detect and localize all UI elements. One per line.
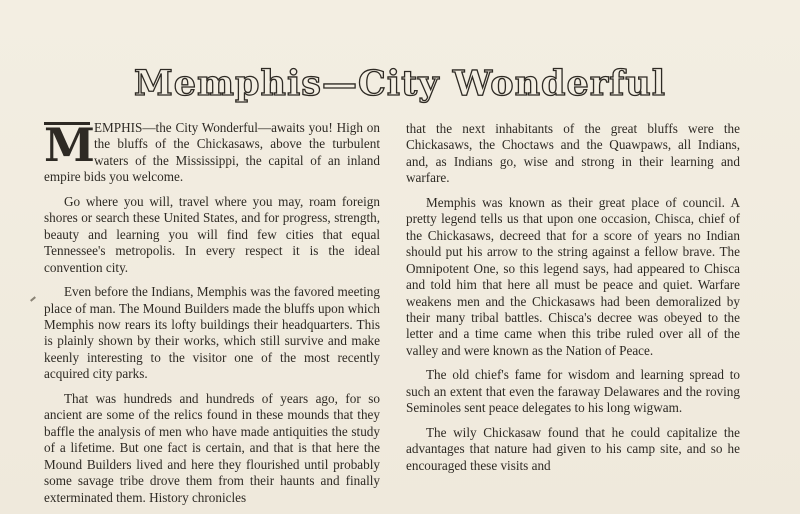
paragraph xyxy=(44,120,380,186)
drop-cap-ornament: M xyxy=(44,118,95,172)
right-column xyxy=(406,121,740,482)
paragraph: That was hundreds and hundreds of years ago, for so ancient are some of the relics found in these mounds that they baffle the analysis of men who have made antiquities the study of a lifetime. But one fact is certain, and that is that here the Mound Builders lived and here they flourished until probably some savage tribe drove them from their haunts and finally exterminated them. History chronicles xyxy=(44,390,380,505)
paragraph: Go where you will, travel where you may, roam foreign shores or search these United States, and for progress, strength, beauty and learning you will find few cities that equal Tennessee's metropolis. In every respect it is the ideal convention city. xyxy=(44,193,380,275)
page-title: Memphis—City Wonderful xyxy=(133,63,667,104)
paragraph: The wily Chickasaw found that he could capitalize the advantages that nature had given to his camp site, and so he encouraged these visits and xyxy=(406,424,740,473)
paragraph-text: EMPHIS—the City Wonderful—awaits you! High on the bluffs of the Chickasaws, above the turbulent waters of the Mississippi, the capital of an inland empire bids you welcome. xyxy=(44,120,380,185)
left-column xyxy=(44,120,380,514)
paragraph: that the next inhabitants of the great bluffs were the Chickasaws, the Choctaws and the Quawpaws, all Indians, and, as Indians go, wise and strong in their learning and warfare. xyxy=(406,121,740,186)
margin-mark xyxy=(30,296,36,301)
paragraph: The old chief's fame for wisdom and learning spread to such an extent that even the faraway Delawares and the roving Seminoles sent peace delegates to his long wigwam. xyxy=(406,367,740,416)
paragraph: Memphis was known as their great place of council. A pretty legend tells us that upon one occasion, Chisca, chief of the Chickasaws, decreed that for a score of years no Indian should put his arrow to the string against a fellow brave. The Omnipotent One, so this legend says, had appeared to Chisca and told him that here all must be peace and quiet. Warfare weakens men and the Chickasaws had been demoralized by their many tribal battles. Chisca's decree was obeyed to the letter and a time came when this tribe ruled over all of the valley and were known as the Nation of Peace. xyxy=(406,194,740,358)
paragraph: Even before the Indians, Memphis was the favored meeting place of man. The Mound Builders made the bluffs upon which Memphis now rears its lofty buildings their headquarters. This is plainly shown by their works, which still survive and make keenly interesting to the visitor one of the most recently acquired city parks. xyxy=(44,284,380,382)
